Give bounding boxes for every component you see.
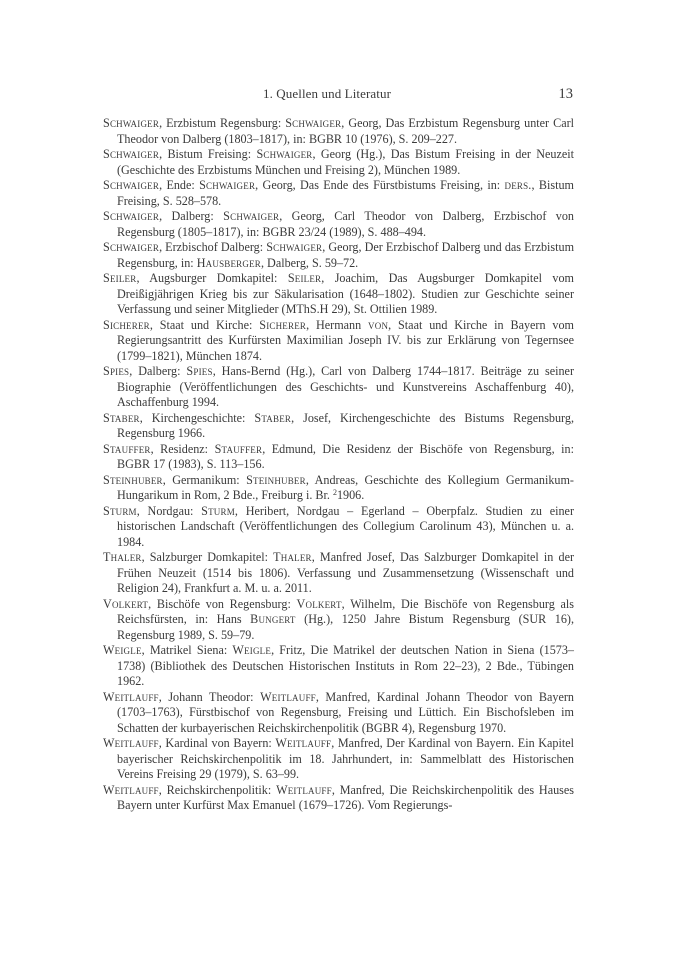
bibliography-entry xyxy=(103,147,574,178)
entry-text: , Andreas, Geschichte des Kollegium Germanikum-Hungarikum in Rom, 2 Bde., Freiburg i. Br. xyxy=(117,472,574,502)
bibliography-list xyxy=(103,116,574,814)
bibliography-entry xyxy=(103,442,574,473)
author-name: Schwaiger xyxy=(103,147,160,161)
author-name: Stauffer xyxy=(103,441,151,456)
author-name: Schwaiger xyxy=(256,147,313,161)
entry-text: , Heribert, Nordgau – Egerland – Oberpfalz. Studien zu einer historischen Landschaft (Veröffentlichungen des Collegium Carolinum 43), München u. a. 1984. xyxy=(117,503,574,549)
entry-text: , Dalberg, S. 59–72. xyxy=(260,255,359,270)
edition-superscript: 2 xyxy=(332,488,337,497)
bibliography-entry xyxy=(103,736,574,783)
bibliography-entry xyxy=(103,411,574,442)
entry-text: , Kardinal von Bayern: xyxy=(158,736,276,750)
entry-text: 1906. xyxy=(336,488,365,502)
entry-text: , Augsburger Domkapitel: xyxy=(136,271,288,285)
author-name: Steinhuber xyxy=(103,472,163,487)
entry-text: , Edmund, Die Residenz der Bischöfe von Regensburg, in: BGBR 17 (1983), S. 113–156. xyxy=(117,441,574,471)
entry-text: , Kirchengeschichte: xyxy=(139,410,255,425)
author-name: Seiler xyxy=(287,271,322,285)
bibliography-entry xyxy=(103,364,574,411)
author-name: Hausberger xyxy=(196,255,261,270)
entry-text: , Josef, Kirchengeschichte des Bistums Regensburg, Regensburg 1966. xyxy=(117,410,574,440)
entry-text: , Wilhelm, Die Bischöfe von Regensburg als Reichsfürsten, in: Hans xyxy=(117,596,574,626)
entry-text: , Reichskirchenpolitik: xyxy=(158,782,277,797)
author-name: Weitlauff xyxy=(103,689,159,704)
bibliography-entry xyxy=(103,473,574,504)
author-name: Sturm xyxy=(201,503,235,518)
author-name: Weigle xyxy=(232,643,272,657)
author-name: von xyxy=(368,317,389,332)
bibliography-entry xyxy=(103,178,574,209)
author-name: Schwaiger xyxy=(103,209,160,223)
entry-text: , Georg, Das Erzbistum Regensburg unter Carl Theodor von Dalberg (1803–1817), in: BGBR 10 (1976), S. 209–227. xyxy=(117,116,574,146)
bibliography-entry xyxy=(103,318,574,365)
author-name: Schwaiger xyxy=(223,209,280,223)
running-title: 1. Quellen und Literatur xyxy=(263,86,392,101)
entry-text: , Matrikel Siena: xyxy=(141,643,233,657)
entry-text: , Dalberg: xyxy=(129,364,187,378)
bibliography-entry xyxy=(103,690,574,737)
bibliography-entry xyxy=(103,783,574,814)
page-number: 13 xyxy=(558,86,573,102)
entry-text: , Johann Theodor: xyxy=(158,689,261,704)
entry-text: , Hermann xyxy=(306,317,369,332)
entry-text: , Georg, Carl Theodor von Dalberg, Erzbischof von Regensburg (1805–1817), in: BGBR 23/24 (1989), S. 488–494. xyxy=(117,209,574,239)
entry-text: , Georg, Das Ende des Fürstbistums Freising, in: xyxy=(255,178,505,192)
author-name: Staber xyxy=(103,410,140,425)
author-name: Schwaiger xyxy=(103,116,160,130)
entry-text: , Salzburger Domkapitel: xyxy=(141,550,274,564)
author-name: Schwaiger xyxy=(103,240,160,254)
entry-text: , Bistum Freising, S. 528–578. xyxy=(117,178,575,208)
entry-text: , Manfred Josef, Das Salzburger Domkapitel in der Frühen Neuzeit (1514 bis 1806). Verfassung und Zusammensetzung (Wissenschaft und Religion 24), Frankfurt a. M. u. a. 2011. xyxy=(117,550,574,595)
author-name: Thaler xyxy=(103,550,142,564)
bibliography-entry xyxy=(103,597,574,644)
entry-text: , Bischöfe von Regensburg: xyxy=(148,596,297,611)
author-name: Schwaiger xyxy=(199,178,256,192)
author-name: Schwaiger xyxy=(285,116,342,130)
author-name: Volkert xyxy=(296,596,342,611)
entry-text: (Hg.), 1250 Jahre Bistum Regensburg (SUR 16), Regensburg 1989, S. 59–79. xyxy=(117,612,575,642)
entry-text: , Erzbistum Regensburg: xyxy=(159,116,286,130)
author-name: Weigle xyxy=(103,643,142,657)
author-name: Steinhuber xyxy=(246,472,306,487)
author-name: Seiler xyxy=(103,271,137,285)
bibliography-entry xyxy=(103,643,574,690)
entry-text: , Manfred, Die Reichskirchenpolitik des Hauses Bayern unter Kurfürst Max Emanuel (1679–1726). Vom Regierungs- xyxy=(117,782,574,812)
bibliography-entry xyxy=(103,271,574,318)
author-name: Staber xyxy=(254,410,292,425)
entry-text: , Bistum Freising: xyxy=(159,147,257,161)
author-name: Sicherer xyxy=(103,317,150,332)
bibliography-entry xyxy=(103,209,574,240)
author-name: Volkert xyxy=(103,596,149,611)
bibliography-entry xyxy=(103,240,574,271)
entry-text: , Dalberg: xyxy=(159,209,224,223)
author-name: Weitlauff xyxy=(275,736,332,750)
entry-text: , Germanikum: xyxy=(162,472,247,487)
author-name: Weitlauff xyxy=(103,736,159,750)
author-name: Thaler xyxy=(273,550,312,564)
entry-text: , Manfred, Der Kardinal von Bayern. Ein Kapitel bayerischer Reichskirchenpolitik im 18. Jahrhundert, in: Sammelblatt des Historischen Vereins Freising 29 (1979), S. 63–99. xyxy=(117,736,575,781)
entry-text: , Erzbischof Dalberg: xyxy=(159,240,267,254)
author-name: Schwaiger xyxy=(266,240,323,254)
author-name: Stauffer xyxy=(214,441,263,456)
author-name: Schwaiger xyxy=(103,178,160,192)
entry-text: , Ende: xyxy=(159,178,200,192)
bibliography-entry xyxy=(103,504,574,551)
bibliography-entry xyxy=(103,116,574,147)
entry-text: , Staat und Kirche: xyxy=(149,317,260,332)
bibliography-entry xyxy=(103,550,574,597)
entry-text: , Manfred, Kardinal Johann Theodor von Bayern (1703–1763), Fürstbischof von Regensburg, Freising und Lüttich. Ein Bischofsleben im Schatten der kurbayerischen Reichskirchenpolitik (BGBR 4), Regensburg 1970. xyxy=(117,689,574,735)
author-name: Sturm xyxy=(103,503,137,518)
author-name: Weitlauff xyxy=(260,689,316,704)
entry-text: , Staat und Kirche in Bayern vom Regierungsantritt des Kurfürsten Maximilian Joseph IV. bis zur Erklärung von Tegernsee (1799–1821), München 1874. xyxy=(117,317,574,363)
author-name: Bungert xyxy=(250,612,296,626)
entry-text: , Hans-Bernd (Hg.), Carl von Dalberg 1744–1817. Beiträge zu seiner Biographie (Veröffentlichungen des Geschichts- und Kunstvereins Aschaffenburg 40), Aschaffenburg 1994. xyxy=(117,364,574,409)
running-header xyxy=(103,84,573,104)
author-name: Weitlauff xyxy=(103,782,159,797)
author-name: ders. xyxy=(504,178,532,192)
author-name: Spies xyxy=(103,364,130,378)
entry-text: , Georg (Hg.), Das Bistum Freising in der Neuzeit (Geschichte des Erzbistums München und Freising 2), München 1989. xyxy=(117,147,574,177)
entry-text: , Joachim, Das Augsburger Domkapitel vom Dreißigjährigen Krieg bis zur Säkularisation (1648–1802). Studien zur Geschichte seiner Verfassung und seiner Mitglieder (MThS.H 29), St. Ottilien 1989. xyxy=(117,271,574,316)
entry-text: , Nordgau: xyxy=(136,503,202,518)
author-name: Weitlauff xyxy=(276,782,332,797)
entry-text: , Georg, Der Erzbischof Dalberg und das Erzbistum Regensburg, in: xyxy=(117,240,575,270)
entry-text: , Residenz: xyxy=(150,441,215,456)
author-name: Sicherer xyxy=(259,317,307,332)
entry-text: , Fritz, Die Matrikel der deutschen Nation in Siena (1573–1738) (Bibliothek des Deutschen Historischen Instituts in Rom 22–23), 2 Bde., Tübingen 1962. xyxy=(117,643,574,688)
author-name: Spies xyxy=(186,364,213,378)
